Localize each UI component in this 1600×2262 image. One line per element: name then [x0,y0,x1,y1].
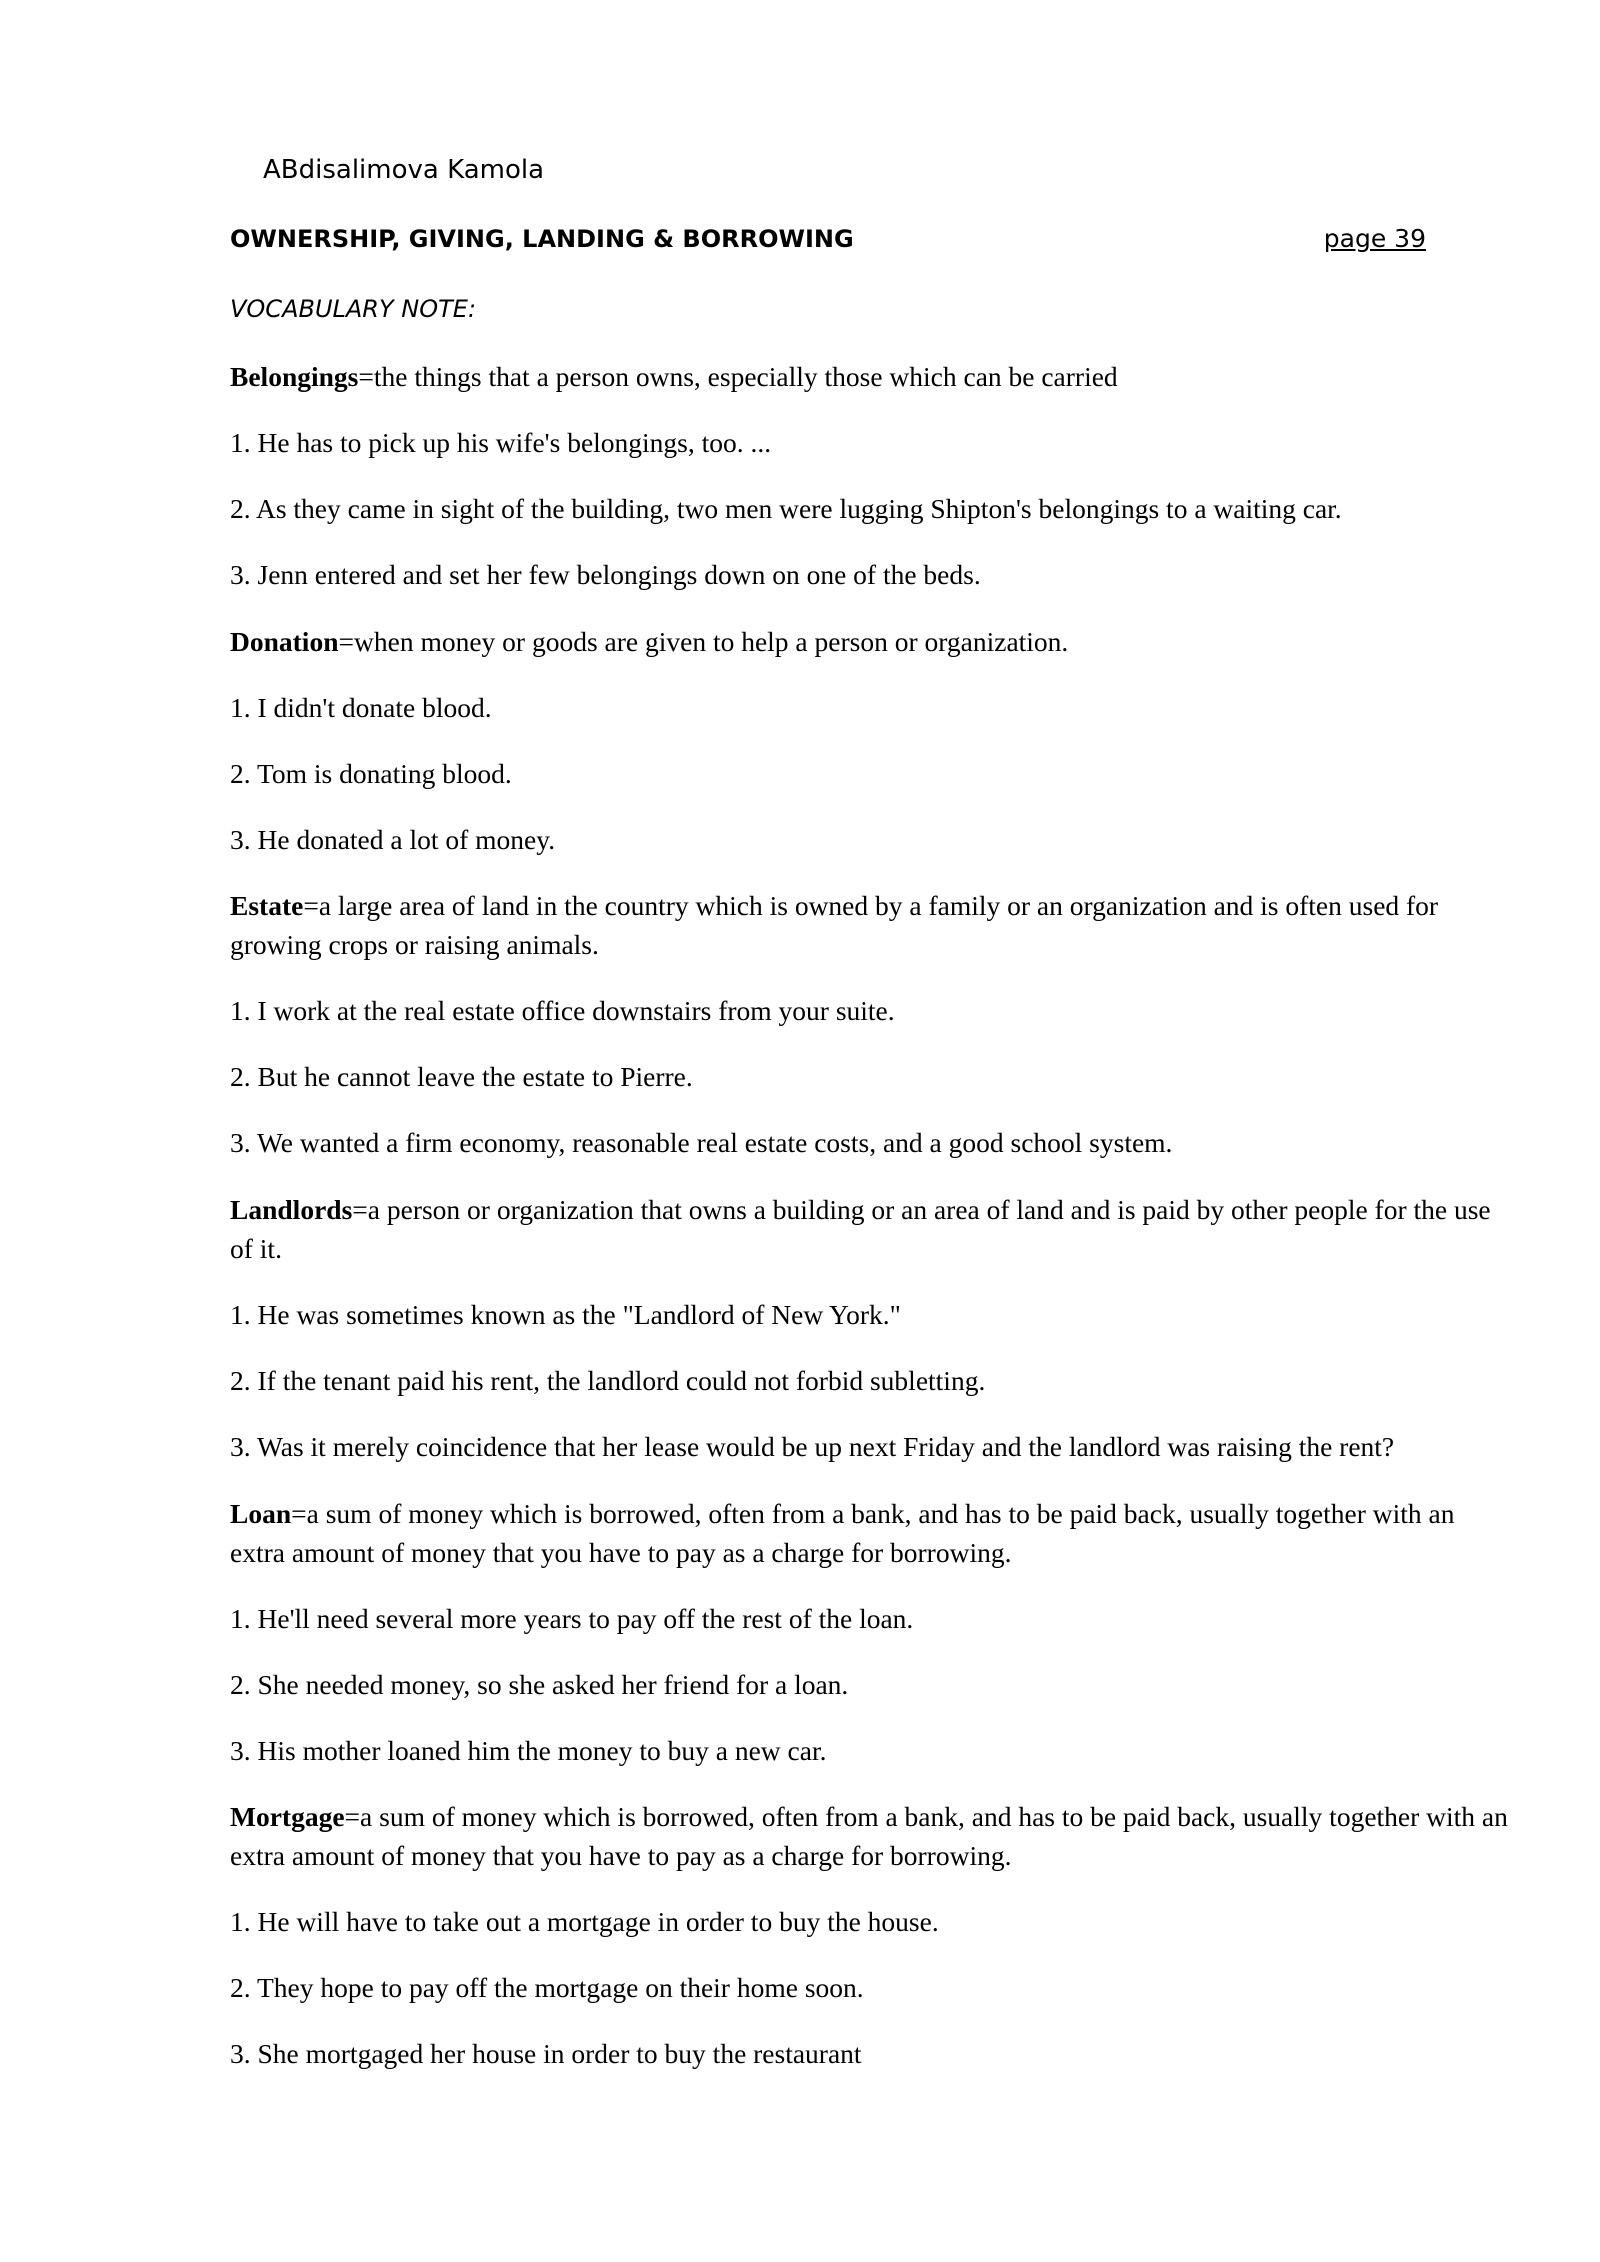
term-mortgage: Mortgage [230,1801,345,1832]
definition-estate [230,886,1510,964]
example-line: 1. He will have to take out a mortgage in order to buy the house. [230,1906,939,1937]
example-line: 1. He was sometimes known as the "Landlord of New York." [230,1299,901,1330]
term-estate: Estate [230,890,304,921]
term-loan: Loan [230,1498,292,1529]
example-line: 2. She needed money, so she asked her friend for a loan. [230,1669,849,1700]
example-line: 2. As they came in sight of the building, two men were lugging Shipton's belongings to a waiting car. [230,493,1342,524]
example-line: 1. I didn't donate blood. [230,692,492,723]
term-landlords: Landlords [230,1194,353,1225]
definition-loan [230,1494,1510,1572]
definition-text: =when money or goods are given to help a person or organization. [338,626,1069,657]
example-line: 3. She mortgaged her house in order to buy the restaurant [230,2038,862,2069]
example-line: 3. Jenn entered and set her few belongings down on one of the beds. [230,559,981,590]
example-line: 3. His mother loaned him the money to buy a new car. [230,1735,827,1766]
definition-mortgage [230,1797,1510,1875]
heading-row [230,222,1426,256]
definition-text: =a large area of land in the country which is owned by a family or an organization and is often used for growing crops or raising animals. [230,890,1439,960]
definition-text: =a sum of money which is borrowed, often from a bank, and has to be paid back, usually together with an extra amount of money that you have to pay as a charge for borrowing. [230,1498,1455,1568]
example-line: 2. Tom is donating blood. [230,758,512,789]
author-name: ABdisalimova Kamola [263,155,545,185]
page-title: OWNERSHIP, GIVING, LANDING & BORROWING [230,225,854,253]
example-line: 1. I work at the real estate office downstairs from your suite. [230,995,895,1026]
definition-donation [230,622,1510,661]
definition-text: =the things that a person owns, especially those which can be carried [358,361,1118,392]
vocabulary-note-label: VOCABULARY NOTE: [230,295,477,323]
example-line: 3. He donated a lot of money. [230,824,556,855]
example-line: 1. He'll need several more years to pay off the rest of the loan. [230,1603,914,1634]
term-belongings: Belongings [230,361,359,392]
example-line: 2. But he cannot leave the estate to Pierre. [230,1061,693,1092]
example-line: 3. Was it merely coincidence that her lease would be up next Friday and the landlord was raising the rent? [230,1431,1395,1462]
page-number: page 39 [1323,224,1426,253]
definition-text: =a sum of money which is borrowed, often from a bank, and has to be paid back, usually together with an extra amount of money that you have to pay as a charge for borrowing. [230,1801,1508,1871]
example-line: 2. They hope to pay off the mortgage on their home soon. [230,1972,864,2003]
definition-belongings [230,357,1510,396]
example-line: 2. If the tenant paid his rent, the landlord could not forbid subletting. [230,1365,986,1396]
definition-text: =a person or organization that owns a building or an area of land and is paid by other people for the use of it. [230,1194,1491,1264]
example-line: 3. We wanted a firm economy, reasonable real estate costs, and a good school system. [230,1127,1173,1158]
definition-landlords [230,1190,1510,1268]
example-line: 1. He has to pick up his wife's belongings, too. ... [230,427,772,458]
term-donation: Donation [230,626,339,657]
